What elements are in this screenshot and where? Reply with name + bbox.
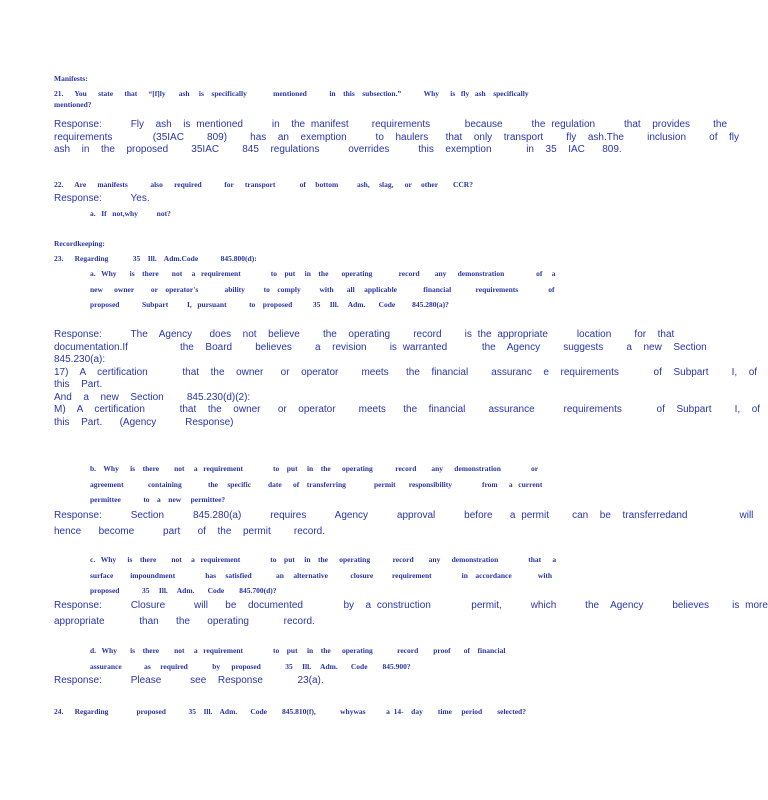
question-23b: b. Why is there not a requirement to put in the operating record any demonstration or agreement containing the specific date of transferring permit responsibility from a current permittee to a new permittee? (90, 464, 543, 504)
question-23: 23. Regarding 35 Ill. Adm.Code 845.800(d): (54, 254, 257, 263)
question-24: 24. Regarding proposed 35 Ill. Adm. Code 845.810(f), whywas a 14- day time period selected? (54, 707, 526, 716)
question-22a: a. If not,why not? (90, 209, 171, 218)
section-heading-recordkeeping: Recordkeeping: (54, 239, 105, 248)
response-23d: Response: Please see Response 23(a). (54, 675, 324, 686)
question-23d: d. Why is there not a requirement to put in the operating record proof of financial assurance as required by proposed 35 Ill. Adm. Code 845.900? (90, 646, 506, 671)
question-23a: a. Why is there not a requirement to put in the operating record any demonstration of a new owner or operator's ability to comply with all applicable financial requirements of proposed Subpart I, pursuant to proposed 35 Ill. Adm. Code 845.280(a)? (90, 269, 556, 309)
response-23a: Response: The Agency does not believe the operating record is the appropriate location for that documentation.If the Board believes a revision is warranted the Agency suggests a new Section 845.230(a): 17) A certification that the owner or operator meets the financial assuranc e requirements of Subpart I, of this Part. And a new Section 845.230(d)(2): M) A certification that the owner or operator meets the financial assurance requirements of Subpart I, of this Part. (Agency Response) (54, 329, 761, 428)
response-23b: Response: Section 845.280(a) requires Agency approval before a permit can be transferredand will hence become part of the permit record. (54, 510, 754, 537)
response-22: Response: Yes. (54, 193, 150, 204)
question-21: 21. You state that “[f]ly ash is specifically mentioned in this subsection.” Why is fly ash specifically mentioned? (54, 89, 529, 109)
question-22: 22. Are manifests also required for transport of bottom ash, slag, or other CCR? (54, 180, 473, 189)
section-heading-manifests: Manifests: (54, 74, 88, 83)
response-23c: Response: Closure will be documented by a construction permit, which the Agency believes is more appropriate than the operating record. (54, 600, 768, 627)
response-21: Response: Fly ash is mentioned in the manifest requirements because the regulation that provides the requirements (35IAC 809) has an exemption to haulers that only transport fly ash.The inclusion of fly ash in the proposed 35IAC 845 regulations overrides this exemption in 35 IAC 809. (54, 119, 740, 155)
question-23c: c. Why is there not a requirement to put in the operating record any demonstration that a surface impoundment has satisfied an alternative closure requirement in accordance with proposed 35 Ill. Adm. Code 845.700(d)? (90, 555, 557, 595)
